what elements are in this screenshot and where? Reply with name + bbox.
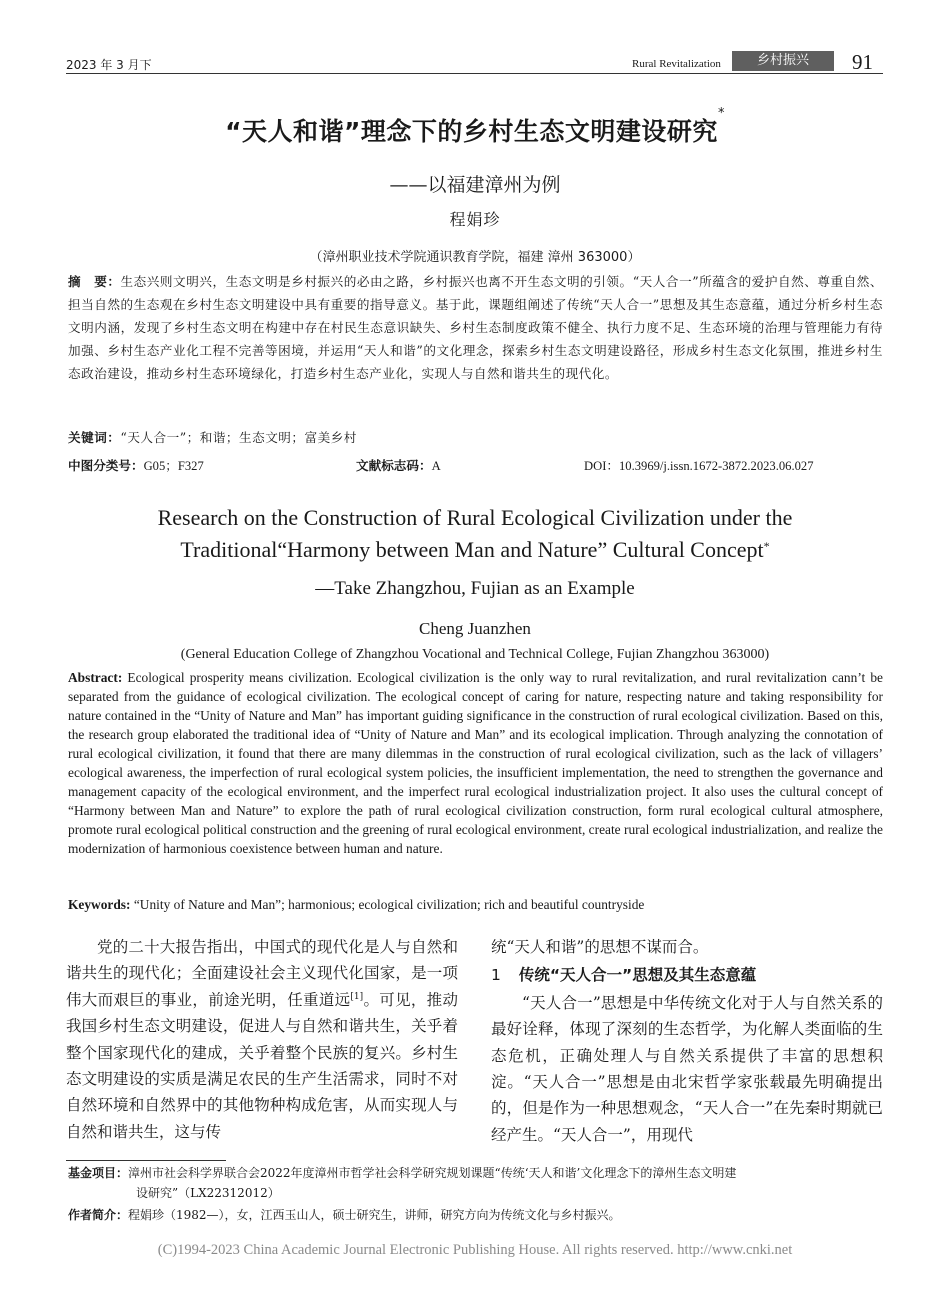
cn-keywords: [68, 426, 883, 449]
cn-subtitle: ——以福建漳州为例: [389, 174, 561, 196]
cn-abstract-text: 生态兴则文明兴，生态文明是乡村振兴的必由之路，乡村振兴也离不开生态文明的引领。“天人合一”所蕴含的爱护自然、尊重自然、担当自然的生态观在乡村生态文明建设中具有重要的指导意义。基于此，课题组阐述了传统“天人合一”思想及其生态意蕴，通过分析乡村生态文明内涵，发现了乡村生态文明在构建中存在村民生态意识缺失、乡村生态制度政策不健全、执行力度不足、生态环境的治理与管理能力有待加强、乡村生态产业化工程不完善等困境，并运用“天人和谐”的文化理念，探索乡村生态文明建设路径，形成乡村生态文化氛围，推进乡村生态政治建设，推动乡村生态环境绿化，打造乡村生态产业化，实现人与自然和谐共生的现代化。: [68, 274, 883, 381]
cn-author: 程娟珍: [449, 210, 501, 229]
footnote-funding-text: 漳州市社会科学界联合会2022年度漳州市哲学社会科学研究规划课题“传统‘天人和谐’文化理念下的漳州生态文明建: [128, 1166, 737, 1180]
en-author: Cheng Juanzhen: [419, 619, 531, 638]
cn-keywords-text: “天人合一”；和谐；生态文明；富美乡村: [120, 430, 357, 445]
en-title-line2: Traditional“Harmony between Man and Nature” Cultural Concept: [180, 537, 764, 562]
page-number: 91: [852, 50, 873, 74]
body-paragraph: [66, 934, 458, 1145]
header-date: 2023 年 3 月下: [66, 58, 152, 72]
en-keywords-text: “Unity of Nature and Man”; harmonious; ecological civilization; rich and beautiful countryside: [130, 897, 645, 912]
body-text: 党的二十大报告指出，中国式的现代化是人与自然和谐共生的现代化；全面建设社会主义现代化国家，是一项伟大而艰巨的事业，前途光明，任重道远: [66, 938, 458, 1009]
body-column-right: [491, 934, 883, 1148]
body-column-left: [66, 934, 458, 1145]
footnote-funding: [68, 1163, 883, 1203]
cn-title: [0, 106, 950, 148]
section-heading: [491, 962, 883, 988]
header-rule: [66, 73, 883, 74]
cn-doi-label: DOI：: [584, 459, 619, 473]
cn-abstract: [68, 270, 883, 385]
cn-doi-value: 10.3969/j.issn.1672-3872.2023.06.027: [618, 459, 814, 473]
cn-doi: [584, 455, 814, 474]
footnote-author-text: 程娟珍（1982—），女，江西玉山人，硕士研究生，讲师，研究方向为传统文化与乡村振兴。: [128, 1208, 621, 1222]
en-abstract: [68, 668, 883, 858]
cn-abstract-label: 摘 要：: [68, 274, 121, 289]
cn-title-mark: *: [717, 106, 725, 121]
footnote-rule: [66, 1160, 226, 1161]
en-abstract-label: Abstract:: [68, 670, 123, 685]
header-journal-badge: 乡村振兴: [732, 51, 834, 71]
section-number: 1: [491, 966, 501, 985]
en-abstract-text: Ecological prosperity means civilization. Ecological civilization is the only way to rural revitalization, and rural revitalization cann’t be separated from the guidance of ecological civilization. The ecological concept of caring for nature, respecting nature and taking responsibility for nature contained in the “Unity of Nature and Man” has important guiding significance in the construction of rural ecological civilization. Based on this, the research group elaborated the traditional idea of “Unity of Nature and Man” and its ecological implication. Through analyzing the connotation of rural ecological civilization, it found that there are many dilemmas in the construction of rural ecological civilization, such as the lack of villagers’ ecological awareness, the imperfection of rural ecological system policies, the insufficient implementation, the need to strengthen the governance and management capacity of the ecological environment, and the imperfect rural ecological industrialization project. It also uses the cultural concept of “Harmony between Man and Nature” to explore the path of rural ecological civilization construction, form rural ecological cultural atmosphere, promote rural ecological political construction and the greening of rural ecological environment, create rural ecological industrialization, and realize the modernization of harmonious coexistence between human and nature.: [68, 670, 883, 856]
footnote-funding-text-2: 设研究”（LX22312012）: [136, 1186, 280, 1200]
cn-affiliation: （漳州职业技术学院通识教育学院，福建 漳州 363000）: [309, 250, 641, 265]
cn-doc-value: A: [431, 459, 441, 473]
section-title: 传统“天人合一”思想及其生态意蕴: [518, 966, 757, 985]
en-subtitle: —Take Zhangzhou, Fujian as an Example: [315, 578, 635, 599]
cn-doc-label: 文献标志码：: [356, 458, 432, 473]
en-title-mark: *: [763, 539, 770, 553]
cn-title-text: “天人和谐”理念下的乡村生态文明建设研究: [225, 117, 718, 146]
footnote-author-label: 作者简介：: [68, 1208, 129, 1222]
cn-class-number: [68, 455, 204, 474]
body-text: 。可见，推动我国乡村生态文明建设，促进人与自然和谐共生，关乎着整个国家现代化的建成，关乎着整个民族的复兴。乡村生态文明建设的实质是满足农民的生产生活需求，同时不对自然环境和自然界中的其他物种构成危害，从而实现人与自然和谐共生，这与传: [66, 990, 458, 1141]
footnote-funding-label: 基金项目：: [68, 1166, 129, 1180]
en-title: [0, 502, 950, 566]
cn-keywords-label: 关键词：: [68, 430, 121, 445]
en-affiliation: (General Education College of Zhangzhou Vocational and Technical College, Fujian Zhangzhou 363000): [180, 647, 770, 662]
en-keywords: [68, 897, 883, 913]
en-keywords-label: Keywords:: [68, 897, 131, 912]
citation-ref: [1]: [350, 991, 364, 1002]
en-title-line1: Research on the Construction of Rural Ecological Civilization under the: [157, 505, 793, 530]
cn-class-label: 中图分类号：: [68, 458, 144, 473]
cn-doc-code: [356, 455, 441, 474]
body-paragraph-continued: 统“天人和谐”的思想不谋而合。: [491, 938, 709, 956]
copyright-watermark: (C)1994-2023 China Academic Journal Electronic Publishing House. All rights reserved. http://www.cnki.net: [157, 1242, 793, 1258]
footnote-author: [68, 1205, 883, 1225]
header-journal-en: Rural Revitalization: [632, 58, 721, 70]
cn-class-value: G05；F327: [143, 459, 204, 473]
body-paragraph: “天人合一”思想是中华传统文化对于人与自然关系的最好诠释，体现了深刻的生态哲学，为化解人类面临的生态危机，正确处理人与自然关系提供了丰富的思想积淀。“天人合一”思想是由北宋哲学家张载最先明确提出的，但是作为一种思想观念，“天人合一”在先秦时期就已经产生。“天人合一”，用现代: [491, 993, 883, 1144]
